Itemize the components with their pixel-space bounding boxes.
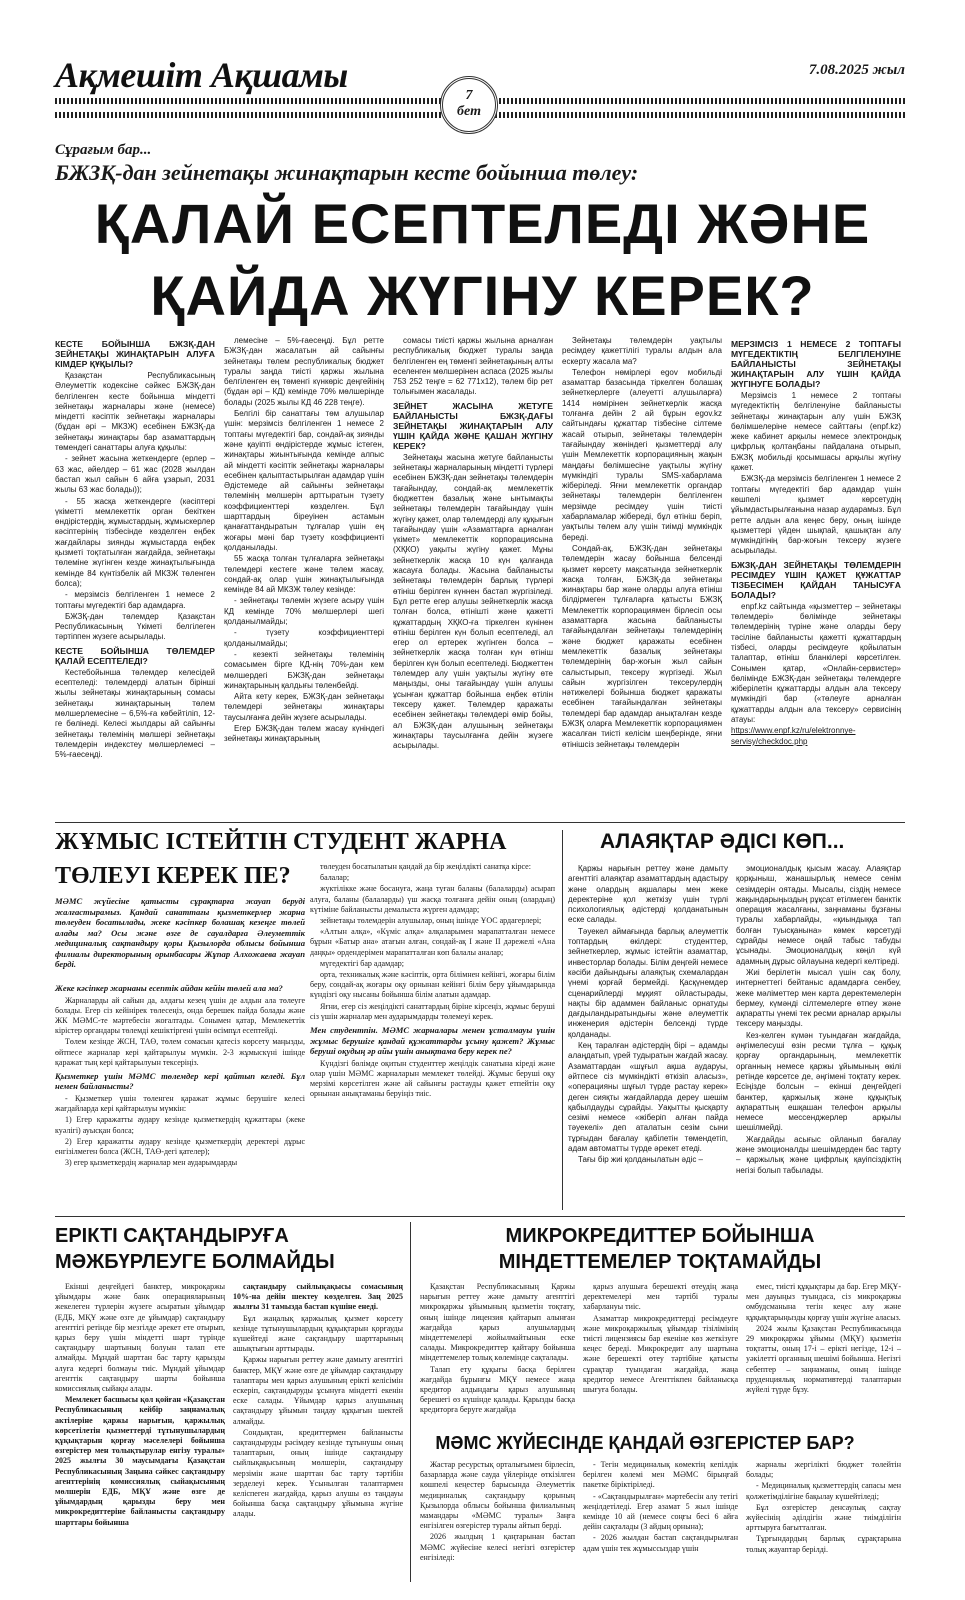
paragraph: емес, тиісті құқықтары да бар. Егер МҚҰ-мен дауыңыз туындаса, сіз микроқаржы омбудсманына тегін кеңес алу және құқықтарыңызды қорғау үшін жүгіне аласыз. bbox=[746, 1282, 901, 1322]
paragraph: «Алтын алқа», «Күміс алқа» алқаларымен марапатталған немесе бұрын «Батыр ана» атағын алған, сондай-ақ I және II дәрежелі «Ана даңқы» ордендерімен марапатталған көп балалы аналар; bbox=[310, 927, 555, 957]
article4-title-line-2: МӘЖБҮРЛЕУГЕ БОЛМАЙДЫ bbox=[55, 1251, 335, 1273]
paragraph: Белгілі бір санаттағы төм алушылар үшін: мерзімсіз белгіленген 1 немесе 2 топтағы мүгедектігі бар, сондай-ақ зиянды және қауіпті өндірістерде жұмыс істеген, жинақтары жиынтығында кемінде алпыс ай міндетті кәсіптік зейнетақы жарналары есебінен қалыптастырылған адамдар үшін Әдістемеде ай сайынғы зейнетақы төлемінің мөлшерін арттыратын түзету коэффициенттері көзделген. Бұл шарттардың біреуінен астамын қанағаттандыратын тұлғалар үшін ең жоғары мәні бар түзету коэффициенті қолданылады. bbox=[224, 409, 384, 552]
paragraph: Күндізгі бөлімде оқитын студенттер жеңілдік санатына кіреді және олар үшін МӘМС жарналарын мемлекет төлейді. Жұмыс беруші оқу мерзімі көрсетілген және ай сайынғы растауды қажет етпейтін оқу орнынан анықтаманы беруіңіз тиіс. bbox=[310, 1058, 555, 1099]
paragraph: Жастар ресурстық орталығымен бірлесіп, базарларда және сауда үйлерінде өткізілген көшпелі кеңестер барысында Әлеуметтік медициналық сақтандыру қорының Қызылорда облысы бойынша филиалының мамандары «МӘМС туралы» Заңға енгізілген өзгерістер туралы айтып берді. bbox=[420, 1460, 575, 1531]
article5-column-3 bbox=[746, 1282, 901, 1426]
paragraph: Қазақстан Республикасының Әлеуметтік кодексіне сәйкес БЖЗҚ-дан белгіленген кесте бойынша міндетті зейнетақы жарналары және (немесе) міндетті кәсіптік зейнетақы жарналары (бұдан әрі – МКЗЖ) есебінен БЖЗҚ-да зейнетақы жинақтары бар азаматтардың төмендегі санаттары алуға құқылы: bbox=[55, 371, 215, 453]
paragraph: 1) Егер қаражатты аудару кезінде қызметкердің құжаттары (жеке куәлігі) ауысқан болса; bbox=[55, 1115, 305, 1135]
paragraph: Сондықтан, кредиттермен байланысты сақтандыруды рәсімдеу кезінде тұтынушы оның талаптарын, оның ішінде сақтандыру сыйлықақысының мөлшерін, сақтандыру мерзімін және шарттан бас тарту тәртібін зерделеуі керек. Ұсынылған талаптармен келіспеген жағдайда, қарыз алушы өз таңдауы бойынша басқа сақтандыру ұйымына жүгіне алады. bbox=[233, 1427, 403, 1519]
article1-column-4 bbox=[562, 336, 722, 816]
paragraph: Зейнетақы төлемдерін уақтылы ресімдеу қажеттілігі туралы алдын ала ескерту жасала ма? bbox=[562, 336, 722, 366]
page-number: 7 bbox=[465, 88, 473, 103]
paragraph: Сондай-ақ, БЖЗҚ-дан зейнетақы төлемдерін жасау бойынша белсенді қызмет көрсету мақсатында зейнеткерлік жасқа толған, БЖЗҚ-да зейнетақы жинақтары бар және оларды алуға өтініш білдірмеген тұлғаларға қатысты БЖЗҚ Мемлекеттік корпорациямен бірлесіп осы азаматтарға жасына байланысты тағайындалған зейнетақы төлемдерінің және бюджет қаражаты есебінен мемлекеттік базалық зейнетақы төлемдерінің бар-жоғын жыл сайын салыстырып, тексеру жүргізеді. Жыл сайын жүргізілген тексерулердің нәтижелері бойынша бюджет қаражаты есебінен тағайындалған зейнетақы төлемдері бар адамдар анықталған кезде БЖЗҚ оларға Мемлекеттік корпорациямен жасалған тиісті келісім шеңберінде, яғни өтінішсіз зейнетақы төлемдерін bbox=[562, 543, 722, 749]
paragraph: Тұрғындардың барлық сұрақтарына толық жауаптар берілді. bbox=[746, 1534, 901, 1554]
paragraph: сомасы тиісті қаржы жылына арналған республикалық бюджет туралы заңда белгіленген ең төменгі зейнетақының алты еселенген мөлшерінен аспаса (2025 жылы 753 252 теңге = 62 771х12), төлем бір рет толығымен жасалады. bbox=[393, 336, 553, 397]
paragraph: - кезекті зейнетақы төлемінің сомасымен бірге КД-нің 70%-дан кем мөлшердегі БЖЗҚ-дан зейнетақы жинақтарының қалдығы төленбейді. bbox=[224, 649, 384, 690]
section-heading: КЕСТЕ БОЙЫНША ТӨЛЕМДЕР ҚАЛАЙ ЕСЕПТЕЛЕДІ? bbox=[55, 645, 215, 666]
headline-line-1: ҚАЛАЙ ЕСЕПТЕЛЕДІ ЖӘНЕ bbox=[94, 192, 871, 255]
paragraph: Айта кету керек, БЖЗҚ-дан зейнетақы төлемдері зейнетақы жинақтары таусылғанға дейін жүзеге асырылады. bbox=[224, 692, 384, 722]
paragraph: орта, техникалық және кәсіптік, орта білімнен кейінгі, жоғары білім беру, сондай-ақ жоғары оқу орнынан кейінгі білім беру ұйымдарында күндізгі оқу нысаны бойынша білім алатын адамдар. bbox=[310, 970, 555, 1000]
article6-column-1 bbox=[420, 1460, 575, 1582]
paragraph: балалар; bbox=[320, 873, 350, 883]
paragraph: - Қызметкер үшін төленген қаражат жұмыс берушіге келесі жағдайларда кері қайтарылуы мүмкін: bbox=[55, 1093, 305, 1114]
article2-title-line-2: ТӨЛЕУІ КЕРЕК ПЕ? bbox=[55, 863, 291, 889]
paragraph: сақтандыру сыйлықақысы сомасының 10%-на дейін шектеу көзделген. Заң 2025 жылғы 31 тамызда бастап күшіне енеді. bbox=[233, 1282, 403, 1312]
paragraph: enpf.kz сайтында «қызметтер – зейнетақы төлемдері» бөлімінде зейнетақы төлемдерінің түріне және оларды беру тәсіліне байланысты қажетті құжаттардың тізбесі, оларды ресімдеуге қойылатын талаптар, өтініш бланкілері көрсетілген. Сонымен қатар, «Онлайн-сервистер» бөлімінде БЖЗҚ-дан зейнетақы төлемдерге жіберілетін құжаттарды алдын ала тексеру мүмкіндігі бар («төлеуге арналған құжаттарды алдын ала тексеру» сервисінің атауы: bbox=[731, 601, 901, 725]
subheadline: БЖЗҚ-дан зейнетақы жинақтарын кесте бойынша төлеу: bbox=[55, 160, 639, 185]
article2-lead: МӘМС жүйесіне қатысты сұрақтарға жауап беруді жалғастырамыз. Қандай санаттағы қызметкерлер жарна төлеуден босатылады, жеке кәсіпкер болашақ кезеңге төлей алады ма? Осы және өзге де сауалдарға Әлеуметтік медициналық сақтандыру қоры Қызылорда облысы бойынша филиалы директорының орынбасары Жұпар Алхожаева жауап берді. bbox=[55, 896, 305, 969]
paragraph: Жарналарды ай сайын да, алдағы кезең үшін де алдын ала төлеуге болады. Егер сіз кейінірек төлесеңіз, онда берешек пайда болады және ЖК МӘМС-те мәртебесін жоғалтады. Сонымен қатар, Мемлекеттік кірістер органдары төлемді кешіктіргені үшін өсімпұл есептейді. bbox=[55, 995, 305, 1036]
page-number-badge bbox=[440, 76, 498, 134]
paragraph: Зейнетақы жасына жетуге байланысты зейнетақы жарналарының міндетті түрлері есебінен БЖЗҚ-дан зейнетақы төлемдерін тағайындау, сондай-ақ мемлекеттік бюджеттен базалық және ынтымақты зейнетақы төлемдерін тағайындау үшін жүгіну қажет, олар төлемдерді алу құқығын тағайындау үшін «Азаматтарға арналған үкімет» мемлекеттік корпорациясына (ХҚКО) уақыты жүгіну қажет. Мұны зейнеткерлік жасқа 10 күн қалғанда жасауға болады. Жасына байланысты зейнетақы төлемдерін барлық түрлері өтініш берілген күннен бастап жүргізіледі. Бұл ретте егер алушы зейнеткерлік жасқа толған болса, өтінішті және қажетті құжаттардың ХҚКО-ға тіркелген күнінен өтініш берілген күн болып есептеледі, ал егер ол ертерек жүгінген болса – зейнеткерлік жасқа толған күн өтініш берілген күн болып есептеледі. Бюджеттен төлемдер алу үшін уақтылы жүгіну өте маңызды, оны тағайындау үшін алушы ұсынған құжаттар бойынша еңбек өтілін тексеру қажет. Төлемдер қаражаты есебінен зейнетақы төлемдері өмір бойы, ал БЖЗҚ-дан алушының зейнетақы жинақтары таусылғанға дейін жүзеге асырылады. bbox=[393, 452, 553, 751]
article3-column-1 bbox=[568, 864, 728, 1212]
section-heading: ЗЕЙНЕТ ЖАСЫНА ЖЕТУГЕ БАЙЛАНЫСТЫ БЖЗҚ-ДАҒЫ ЗЕЙНЕТАҚЫ ЖИНАҚТАРЫН АЛУ ҮШІН ҚАЙДА ЖӘНЕ ҚАШАН ЖҮГІНУ КЕРЕК? bbox=[393, 400, 553, 451]
article6-column-3 bbox=[746, 1460, 901, 1582]
paragraph: Жағдайды асығыс ойланып бағалау және эмоционалды шешімдерден бас тарту – қаржылық және цифрлық қауіпсіздіктің негізі болып табылады. bbox=[736, 1134, 901, 1175]
paragraph: Төлем кезінде ЖСН, ТАӨ, төлем сомасын қатесіз көрсету маңызды, өйтпесе жарналар кері қайтарылуы мүмкін. 2-3 жұмыскүні ішінде қаражат тың кері қайтарылуын тексеріңіз. bbox=[55, 1037, 305, 1067]
paragraph: - 55 жасқа жеткендерге (кәсіптері үкіметті мемлекеттік орган бекіткен өндірістердің, жұмыстардың, жұмыскерлер кәсіптерінің тізбесінде көзделген еңбек жағдайлары зиянды жұмыстарда еңбек қызметі тоқтатылған жағдайда, зейнетақы төлеміне жүгінген кезде жинақтылығында кемінде 84 күнтізбелік ай МКЗЖ төленген болса); bbox=[55, 496, 215, 588]
paragraph: Бұл жаңалық қаржылық қызмет көрсету кезінде тұтынушылардың құқықтарын қорғауды күшейтеді және сақтандыру шарттарының ашықтығын арттырады. bbox=[233, 1313, 403, 1354]
article5-title-line-2: МІНДЕТТЕМЕЛЕР ТОҚТАМАЙДЫ bbox=[498, 1251, 822, 1273]
article5-column-1 bbox=[420, 1282, 575, 1415]
article4-title-line-1: ЕРІКТІ САҚТАНДЫРУҒА bbox=[55, 1225, 289, 1247]
paragraph: - Медициналық қызметтердің сапасы мен қолжетімділігіне бақылау күшейтіледі; bbox=[746, 1481, 901, 1501]
paragraph: мүгедектігі бар адамдар; bbox=[320, 958, 405, 968]
paragraph: Тағы бір жиі қолданылатын әдіс – bbox=[578, 1155, 704, 1165]
column-divider bbox=[410, 1222, 411, 1582]
paragraph: - мерзімсіз белгіленген 1 немесе 2 топтағы мүгедектігі бар адамдарға. bbox=[55, 590, 215, 610]
paragraph: Мерзімсіз 1 немесе 2 топтағы мүгедектіктің белгіленуіне байланысты зейнетақы жинақтарын алу үшін БЖЗҚ бөлімшелеріне немесе сайттағы (enpf.kz) жеке кабинет арқылы немесе электрондық цифрлық қолтаңбаны пайдалана отырып, БЖЗҚ мобильді қосымшасы арқылы жүгіну қажет. bbox=[731, 391, 901, 473]
paragraph: зейнетақы төлемдерін алушылар, оның ішінде ҰОС ардагерлері; bbox=[320, 916, 542, 926]
article5-column-2 bbox=[583, 1282, 738, 1395]
page-word: бет bbox=[457, 104, 481, 119]
paragraph: жүктілікке және босануға, жаңа туған баланы (балаларды) асырап алуға, баланы (балаларды) үш жасқа толғанға дейін оның (олардың) күтіміне байланысты демалыста жүрген адамдар; bbox=[310, 884, 555, 914]
headline-line-2: ҚАЙДА ЖҮГІНУ КЕРЕК? bbox=[150, 264, 815, 327]
issue-date: 7.08.2025 жыл bbox=[808, 62, 905, 78]
section-heading: КЕСТЕ БОЙЫНША БЖЗҚ-ДАН ЗЕЙНЕТАҚЫ ЖИНАҚТАРЫН АЛУҒА КІМДЕР ҚҰҚЫЛЫ? bbox=[55, 339, 215, 369]
paragraph: Екінші деңгейдегі банктер, микроқаржы ұйымдары және банк операцияларының жекелеген түрлерін жүзеге асыратын ұйымдар (ЕДБ, МҚҰ және өзге де ұйымдар) сақтандыру агенттігі ретінде бір мезгілде әрекет ете отырып, қарыз беру үшін міндетті шарт түрінде сақтандыру шартының болуын талап ете алмайды. Мұндай шарттан бас тарту қарызды алуға кедергі болмауы тиіс. Мұндай ұйымдар агенттік сақтандыру шарты бойынша комиссиялық сыйақы алады. bbox=[55, 1282, 225, 1394]
paragraph: - 2026 жылдан бастап сақтандырылған адам үшін тек жұмыссыздар үшін bbox=[583, 1533, 738, 1553]
question: Мен студентпін. МӘМС жарналары менен ұсталмауы үшін жұмыс берушіге қандай құжаттарды ұсыну қажет? Жұмыс беруші оқудың әр айы үшін анықтама беру керек пе? bbox=[310, 1025, 555, 1057]
paragraph: 2024 жылы Қазақстан Республикасында 29 микроқаржы ұйымы (МҚҰ) қызметін тоқтатты, оның 17-і – ерікті негізде, 12-і – уәкілетті органның шешімі бойынша. Негізгі себептер – заңнаманы, оның ішінде пруденциялық нормативтерді талаптарын жүйелі түрде бұзу. bbox=[746, 1323, 901, 1395]
article5-title-line-1: МИКРОКРЕДИТТЕР БОЙЫНША bbox=[505, 1225, 815, 1247]
paragraph: - Тегін медициналық көмектің кепілдік берілген көлемі мен МӘМС бірыңғай пакетке біріктіріледі. bbox=[583, 1460, 738, 1490]
article1-column-2 bbox=[224, 336, 384, 816]
paragraph: эмоционалдық қысым жасау. Алаяқтар қорқыныш, жанашырлық немесе сенім сезімдерін оятады. Мысалы, сіздің немесе жақындарыңыздың рұқсат етілмеген банктік операция жасалғаны, заңнаманы бұзғаны туралы хабарлайды, «қиындыққа тап болған туысқанына» көмек көрсетуді сұрайды немесе оңай табыс табуды ұсынады. Эмоционалдық көңіл күй адамның дұрыс ойлауына кедергі келтіреді. bbox=[736, 864, 901, 966]
paragraph: Кез-келген күмән туындаған жағдайда, әңгімелесуші өзін ресми тұлға – құқық қорғау органдарының, мемлекеттік органның немесе қаржы ұйымының өкілі ретінде көрсетсе де, әңгімені тоқтату керек. Есіңізде болсын – екінші деңгейдегі банктер, қаржылық және құқықтық ақпараттың ешқашан телефон арқылы немесе мессенджерлер арқылы шешілмейді. bbox=[736, 1030, 901, 1133]
paragraph: Кең таралған әдістердің бірі – адамды алаңдатып, үрей тудыратын жағдай жасау. Азаматтардан «шұғыл ақша аударуы, әйтпесе сіз мүмкіндікті өткізіп аласыз», «операцияны шұғыл түрде растау керек» деген сияқты жағдайларда дереу шешім қабылдауды сұрайды. Уақытты қысқарту сезімі немесе «жіберіп алған пайда тәуекелі» деп аталатын сезім сыни тұрғыдан бағалау қабілетін төмендетіп, адам автоматты түрде әрекет етеді. bbox=[568, 1041, 728, 1154]
paragraph: 3) егер қызметкердің жарналар мен аударымдарды bbox=[65, 1158, 238, 1168]
paragraph: - «Сақтандырылған» мәртебесін алу тетігі жеңілдетіледі. Егер азамат 5 жыл ішінде кемінде 10 ай (немесе соңғы бесі 6 айға дейін сақталады (3 айдың орнына); bbox=[583, 1491, 738, 1532]
article6-title: МӘМС ЖҮЙЕСІНДЕ ҚАНДАЙ ӨЗГЕРІСТЕР БАР? bbox=[435, 1433, 855, 1453]
article4-column-1 bbox=[55, 1282, 225, 1582]
paragraph: Мемлекет басшысы қол қойған «Қазақстан Республикасының кейбір заңнамалық актілеріне қаржы нарығын, қаржылық көрсетілетін қызметтерді тұтынушылардың құқықтарын қорғау мәселелері бойынша өзгерістер мен толықтырулар енгізу туралы» 2025 жылғы 30 маусымдағы Қазақстан Республикасының Заңына сәйкес сақтандыру агенттерінің комиссиялық сыйақысының мөлшерін ЕДБ, МҚҰ және өзге де ұйымдардың қарызды беру мен микрокредиттеріне байланысты сақтандыру шарттары бойынша bbox=[55, 1395, 225, 1527]
paragraph: Кестебойынша төлемдер келесідей есептеледі: төлемдерді алатын бірінші жылы зейнетақы жинақтарының сомасы зейнетақы жинақтарының төлем мөлшерлемесіне – 6,5%-ға көбейтіліп, 12-ге бөлінеді. Келесі жылдары ай сайынғы зейнетақы төлемінің мөлшері зейнетақы төлемдерін индекстеу мөлшерлемесі – 5%-ғаесеңді. bbox=[55, 667, 215, 760]
paragraph: - зейнет жасына жеткендерге (ерлер – 63 жас, әйелдер – 61 жас (2028 жылдан бастап жыл сайын 6 айға ұзарып, 2031 жылы 63 жас болады)); bbox=[55, 454, 215, 495]
rubric: Сұрағым бар... bbox=[55, 142, 152, 158]
paragraph: Яғни, егер сіз жеңілдікті санаттардың біріне кірсеңіз, жұмыс беруші сіз үшін жарналар мен аударымдарды төлемеуі керек. bbox=[310, 1001, 555, 1021]
paragraph: Азаматтар микрокредиттерді ресімдеуге және микроқаржылық ұйымдар тізілімінің тиісті лицензиясы бар екеніне көз жеткізуге кеңес береді. Микрокредит алу шартына және берешекті өтеу тәртібіне қатысты сұрақтар туындаған жағдайда, жаңа кредитор немесе Агенттікпен байланысқа шығуға болады. bbox=[583, 1313, 738, 1395]
paragraph: Бұл өзгерістер денсаулық сақтау жүйесінің әділдігін және тиімділігін арттыруға бағытталған. bbox=[746, 1502, 901, 1533]
paragraph: 2) Егер қаражатты аудару кезінде қызметкердің деректері дұрыс енгізілмеген болса (ЖСН, ТАӨ-дегі қателер); bbox=[55, 1136, 305, 1156]
paragraph: - зейнетақы төлемін жүзеге асыру үшін КД кемінде 70% мөлшерлері шегі қолданылмайды; bbox=[224, 596, 384, 627]
article2-column-2 bbox=[310, 862, 555, 1210]
paragraph: лемесіне – 5%-ғаесеңді. Бұл ретте БЖЗҚ-дан жасалатын ай сайынғы зейнетақы төлем республикалық бюджет туралы заңда тиісті қаржы жылына белгіленген ең төменгі күнкөріс деңгейінің (бұдан әрі – КД) кемінде 70% мөлшерінде болады (2025 жылы КД 46 228 теңге). bbox=[224, 336, 384, 407]
paragraph: Қазақстан Республикасының Қаржы нарығын реттеу және дамыту агенттігі микроқаржы ұйымының қызметін тоқтату, оның ішінде лицензия қайтарып алынған жағдайда қарыз алушылардың міндеттемелері жойылмайтынын еске салады. Микрокредиттер қайтару бойынша міндеттемелер толық көлемінде сақталады. bbox=[420, 1282, 575, 1363]
article6-column-2 bbox=[583, 1460, 738, 1582]
checkdoc-link[interactable]: https://www.enpf.kz/ru/elektronnye-servisy/checkdoc.php bbox=[731, 726, 856, 746]
article4-column-2 bbox=[233, 1282, 403, 1582]
paragraph: 55 жасқа толған тұлғаларға зейнетақы төлемдері кестеге және төлем жасау, сондай-ақ олар үшін жинақтылығында кемінде 84 ай МКЗЖ төлеу кезінде: bbox=[224, 554, 384, 595]
section-divider bbox=[55, 822, 905, 823]
paragraph: Тәуекел аймағында барлық алеуметтік топтардың өкілдері: студенттер, зейнеткерлер, жұмыс істейтін азаматтар, инвесторлар болады. Білім деңгейі немесе кәсіби дайындығы алаяқтық схемалардан үнемі қорғай бермейді. Қасқүнемдер сценарийлерді мұқият ойластырады, нақты бір адаммен байланыс орнатуды дағдыландыратындығы және әлеуметтік инженерия әдістерін белсенді түрде қолданады. bbox=[568, 926, 728, 1039]
paragraph: қарыз алушыға берешекті өтеудің жаңа деректемелері мен тәртібі туралы хабарлануы тиіс. bbox=[583, 1282, 738, 1312]
paragraph: төлеуден босатылатын қандай да бір жеңілдікті санатқа кірсе: bbox=[320, 862, 531, 871]
paragraph: Қаржы нарығын реттеу және дамыту агенттігі банктер, МҚҰ және өзге де ұйымдар сақтандыру талаптары мен қарыз алушының ерікті келісімін ескеріп, сақтандыруды ұсынуға міндетті екенін еске салады. Ұйымдар қарыз алушының сақтандыру ұйымын таңдау құқығын шектей алмайды. bbox=[233, 1355, 403, 1426]
paragraph: Талап ету құқығы басқа берілген жағдайда бұрынғы МҚҰ немесе жаңа кредитор алдындағы қарыз алушының берешегі өз күшінде қалады. Қарызды басқа кредиторға беруге жағдайда bbox=[420, 1364, 575, 1415]
article1-column-1 bbox=[55, 336, 215, 816]
section-heading: БЖЗҚ-ДАН ЗЕЙНЕТАҚЫ ТӨЛЕМДЕРІН РЕСІМДЕУ ҮШІН ҚАЖЕТ ҚҰЖАТТАР ТІЗБЕСІМЕН ҚАЙДАН ТАНЫСУҒА БОЛАДЫ? bbox=[731, 559, 901, 600]
paragraph: Жиі берілетін мысал үшін сақ болу, интернеттегі бейтаныс адамдарға сенбеу, жеке мәліметтер мен карта деректемелерін бермеу, күмәнді сілтемелерге өтпеу және ақпаратты үнемі тек ресми арналар арқылы тексеру маңызды. bbox=[736, 967, 901, 1029]
article3-title: АЛАЯҚТАР ӘДІСІ КӨП... bbox=[600, 830, 845, 853]
section-divider bbox=[55, 1216, 905, 1217]
paragraph: 2026 жылдың 1 қаңтарынан бастап МӘМС жүйесіне келесі негізгі өзгерістер енгізіледі: bbox=[420, 1532, 575, 1562]
paragraph: Егер БЖЗҚ-дан төлем жасау күніндегі зейнетақы жинақтарының bbox=[224, 723, 384, 744]
article2-column-1 bbox=[55, 980, 305, 1210]
article1-column-5 bbox=[731, 336, 901, 816]
article2-title-line-1: ЖҰМЫС ІСТЕЙТІН СТУДЕНТ ЖАРНА bbox=[55, 829, 507, 855]
section-heading: МЕРЗІМСІЗ 1 НЕМЕСЕ 2 ТОПТАҒЫ МҮГЕДЕКТІКТІҢ БЕЛГІЛЕНУІНЕ БАЙЛАНЫСТЫ ЗЕЙНЕТАҚЫ ЖИНАҚТАРЫН АЛУ ҮШІН ҚАЙДА ЖҮГІНУГЕ БОЛАДЫ? bbox=[731, 339, 901, 389]
paragraph: - түзету коэффициенттері қолданылмайды; bbox=[224, 628, 384, 648]
paragraph: БЖЗҚ-дан төлемдер Қазақстан Республикасының Үкіметі белгілеген тәртіппен жүзеге асырылады. bbox=[55, 611, 215, 642]
newspaper-title: Ақмешіт Ақшамы bbox=[55, 55, 348, 95]
paragraph: Қаржы нарығын реттеу және дамыту агенттігі алаяқтар азаматтардың адастыру және олардың ақшалары мен жеке деректеріне қол жеткізу үшін түрлі психологиялық әдістерді қолданатынын еске салады. bbox=[568, 864, 728, 925]
article1-column-3 bbox=[393, 336, 553, 816]
paragraph: Телефон нөмірлері egov мобильді азаматтар базасында тіркелген болашақ зейнеткерлерге (алеуетті алушыларға) 1414 нөмірінен зейнеткерлік жасқа толғанға дейін 2 ай бұрын egov.kz сайтындағы құжаттар тізбесіне сілтеме жасай отырып, зейнетақы төлемдерін тағайындау жөніндегі қызметтерді алу үшін Мемлекеттік корпорацияның жақын маңдағы бөлімшесіне уақтылы жүгіну мүмкіндігі туралы SMS-хабарлама жіберіледі. Яғни мемлекеттік органдар зейнетақы төлемдерін белгіленген мерзімде ресімдеу үшін тиісті хабарламалар жібереді, бұл өтініш беріп, уақтылы төлем алу үшін тиімді мүмкіндік береді. bbox=[562, 367, 722, 542]
question: Қызметкер үшін МӘМС төлемдер кері қайтып келеді. Бұл немен байланысты? bbox=[55, 1070, 305, 1092]
column-divider bbox=[562, 830, 563, 1210]
question: Жеке кәсіпкер жарнаны есептік айдан кейін төлей ала ма? bbox=[55, 983, 283, 993]
paragraph: жарналы жергілікті бюджет төлейтін болады; bbox=[746, 1460, 901, 1480]
article3-column-2 bbox=[736, 864, 901, 1212]
paragraph: БЖЗҚ-да мерзімсіз белгіленген 1 немесе 2 топтағы мүгедектігі бар адамдар үшін көшпелі қызмет көрсетудің ұйымдастырылғанына назар аударамыз. Бұл ретте алдын ала кеңес беру, оның ішінде қызметтері үйден шықпай, қашықтан алу мүмкіндігінің бар-жоғын тексеру жүзеге асырылады. bbox=[731, 474, 901, 556]
